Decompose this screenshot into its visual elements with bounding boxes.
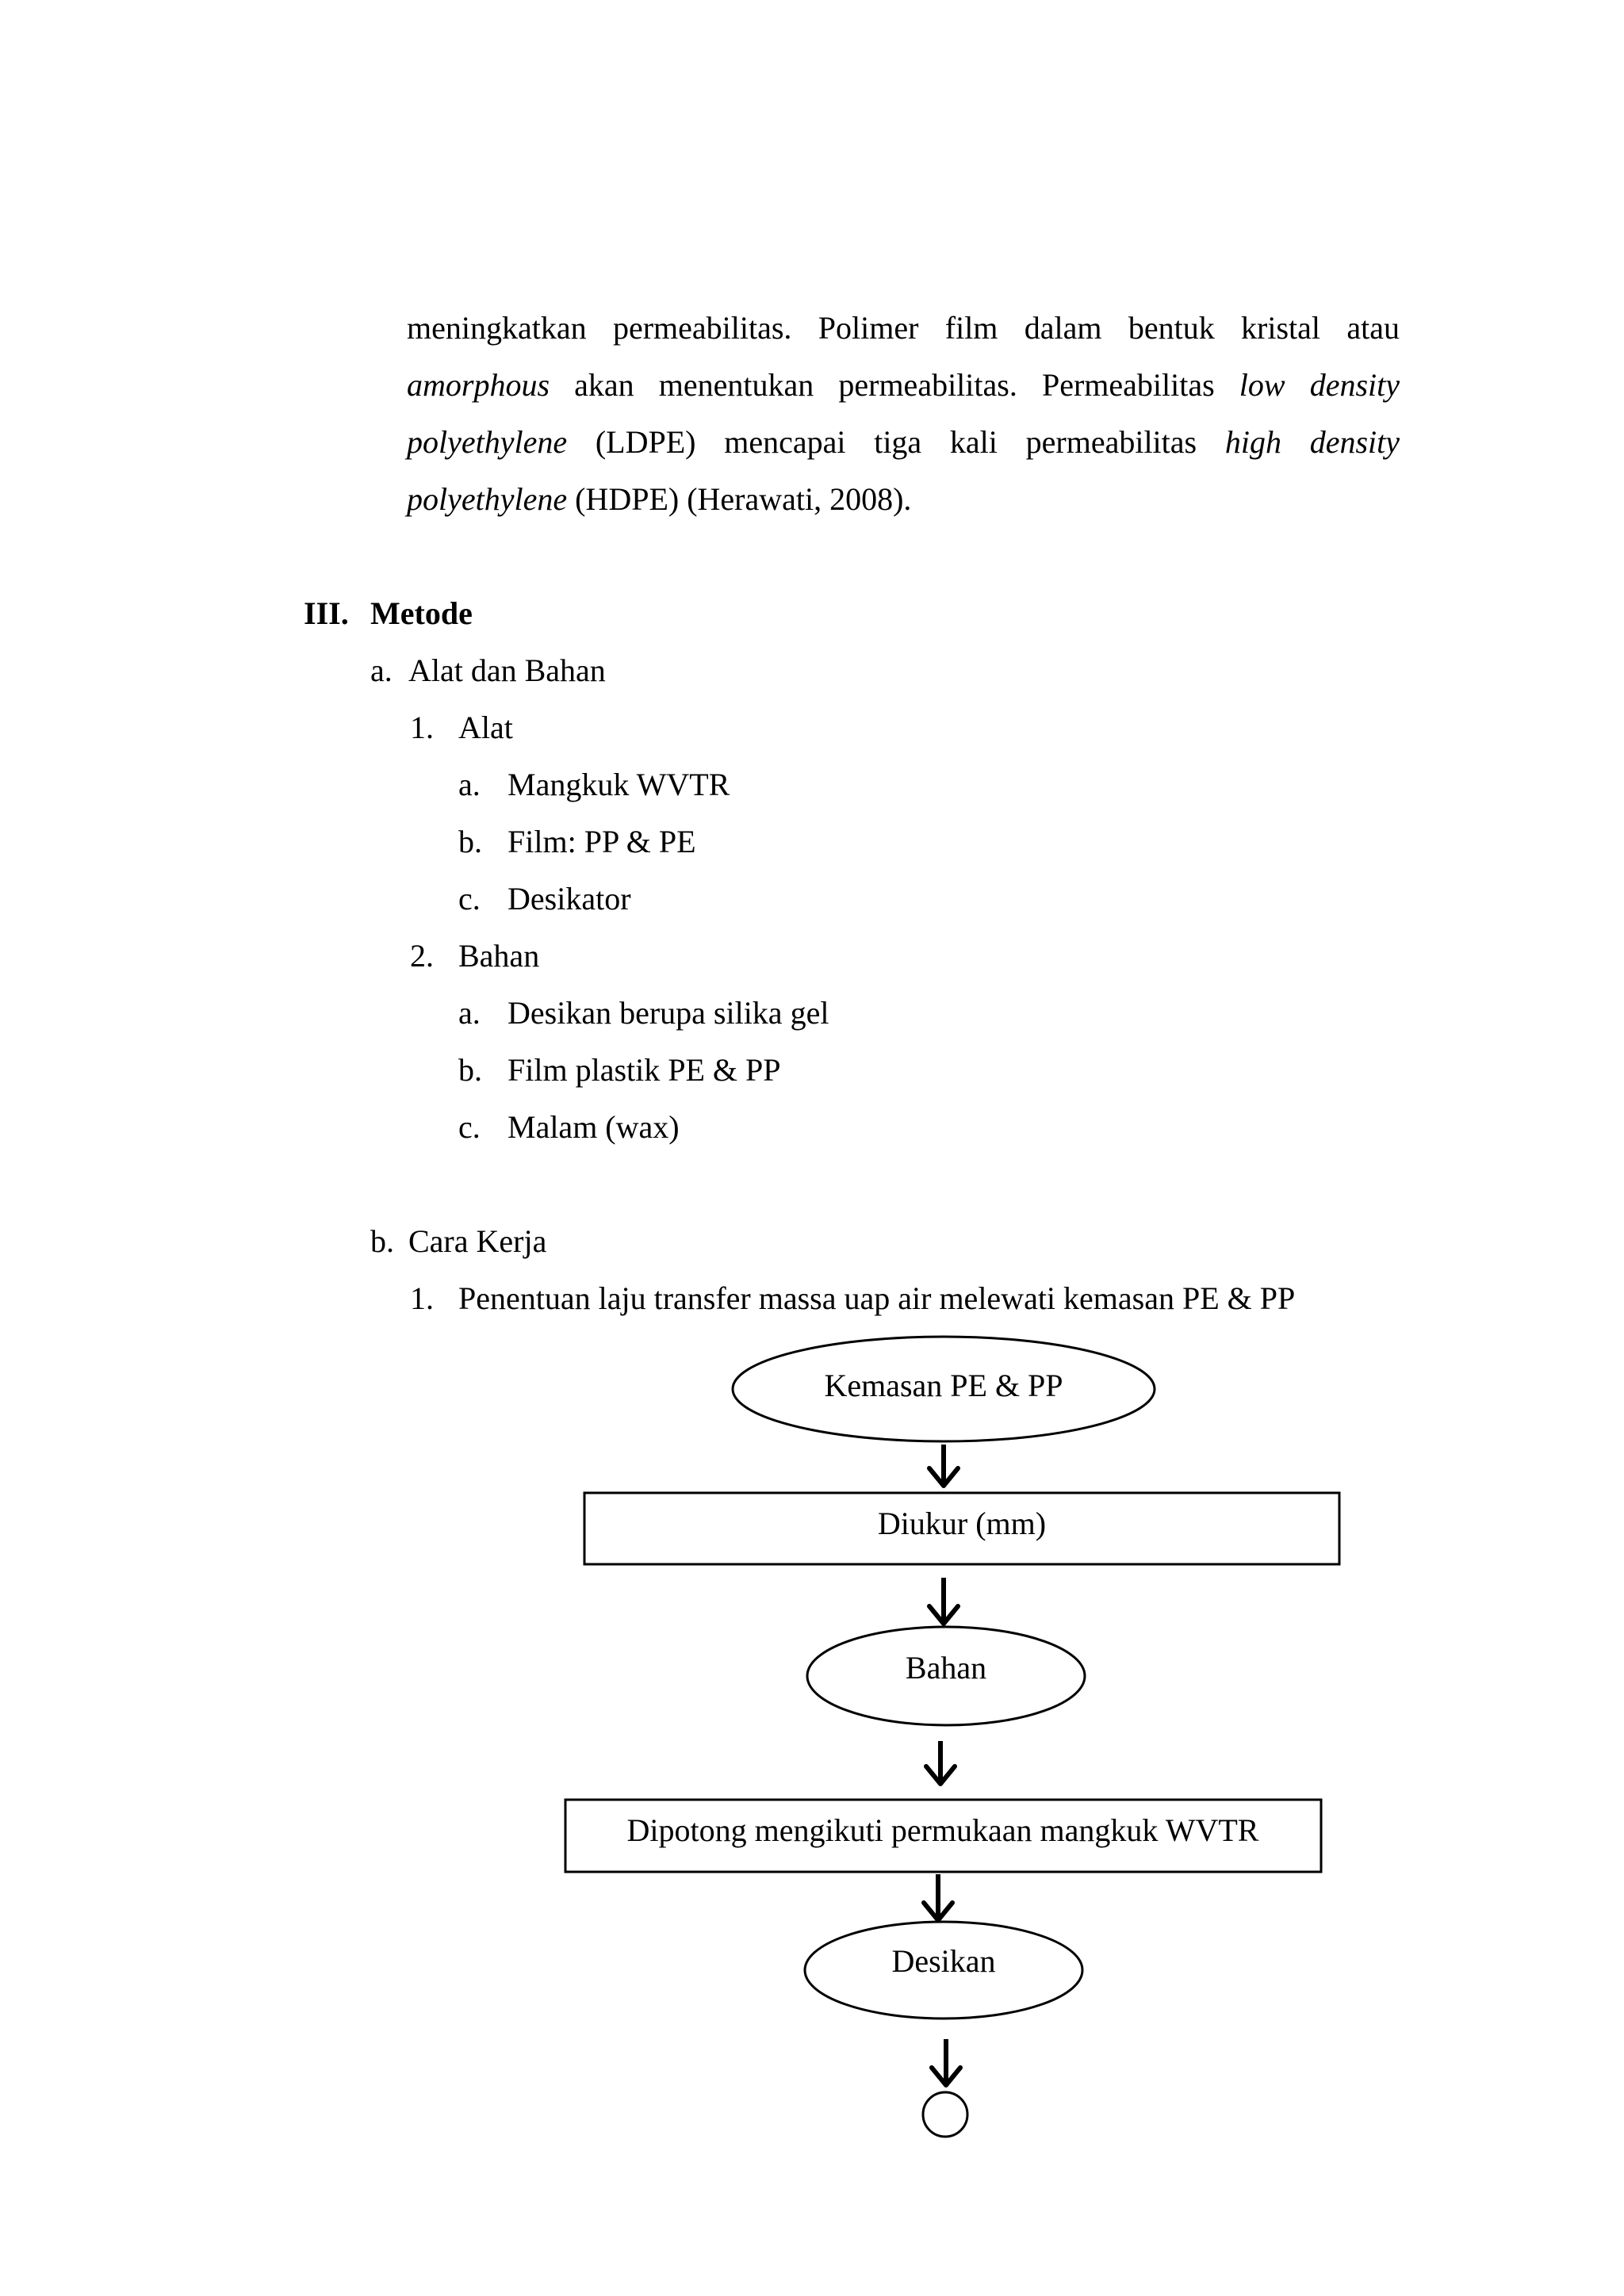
flow-arrow	[926, 1741, 955, 1784]
intro-term-amorphous: amorphous	[407, 367, 550, 403]
flow-arrow	[929, 1445, 958, 1486]
subsection-a-marker: a.	[370, 652, 393, 688]
group-bahan-title: Bahan	[458, 938, 540, 974]
list-item-marker: c.	[458, 1109, 481, 1145]
intro-text: (LDPE) mencapai tiga kali permeabilitas	[567, 424, 1225, 460]
flow-node-connector	[923, 2092, 967, 2137]
flow-node-diukur-label: Diukur (mm)	[877, 1506, 1047, 1542]
intro-text: akan menentukan permeabilitas. Permeabilitas	[550, 367, 1239, 403]
subsection-b-title: Cara Kerja	[408, 1223, 547, 1259]
flow-arrow	[929, 1578, 958, 1624]
intro-term-low-density: low density	[1239, 367, 1400, 403]
intro-text: (HDPE) (Herawati, 2008).	[567, 481, 912, 517]
list-item: Desikator	[508, 881, 631, 916]
intro-term-high-density: high density	[1224, 424, 1400, 460]
list-item-marker: c.	[458, 881, 481, 916]
list-item-marker: b.	[458, 1052, 482, 1088]
flow-node-bahan-label: Bahan	[905, 1650, 987, 1686]
group-alat-marker: 1.	[410, 710, 434, 745]
group-bahan-marker: 2.	[410, 938, 434, 974]
subsection-b-marker: b.	[370, 1223, 394, 1259]
list-item: Malam (wax)	[508, 1109, 680, 1145]
list-item-marker: a.	[458, 995, 481, 1031]
step-marker: 1.	[410, 1280, 434, 1316]
flow-node-dipotong-label: Dipotong mengikuti permukaan mangkuk WVTR	[626, 1812, 1259, 1849]
flow-node-desikan-label: Desikan	[891, 1943, 996, 1980]
section-title: Metode	[370, 595, 473, 631]
intro-text: meningkatkan permeabilitas. Polimer film dalam bentuk kristal atau	[407, 310, 1400, 346]
flow-arrow	[932, 2039, 960, 2085]
section-number: III.	[304, 595, 349, 631]
list-item: Mangkuk WVTR	[508, 767, 730, 802]
list-item-marker: a.	[458, 767, 481, 802]
intro-term-polyethylene: polyethylene	[407, 424, 568, 460]
list-item-marker: b.	[458, 824, 482, 859]
list-item: Film: PP & PE	[508, 824, 696, 859]
group-alat-title: Alat	[458, 710, 513, 745]
list-item: Desikan berupa silika gel	[508, 995, 829, 1031]
flow-arrow	[924, 1874, 952, 1920]
intro-term-polyethylene: polyethylene	[407, 481, 568, 517]
step-text: Penentuan laju transfer massa uap air melewati kemasan PE & PP	[458, 1280, 1296, 1316]
flow-node-kemasan-label: Kemasan PE & PP	[824, 1368, 1063, 1404]
subsection-a-title: Alat dan Bahan	[408, 652, 606, 688]
list-item: Film plastik PE & PP	[508, 1052, 781, 1088]
